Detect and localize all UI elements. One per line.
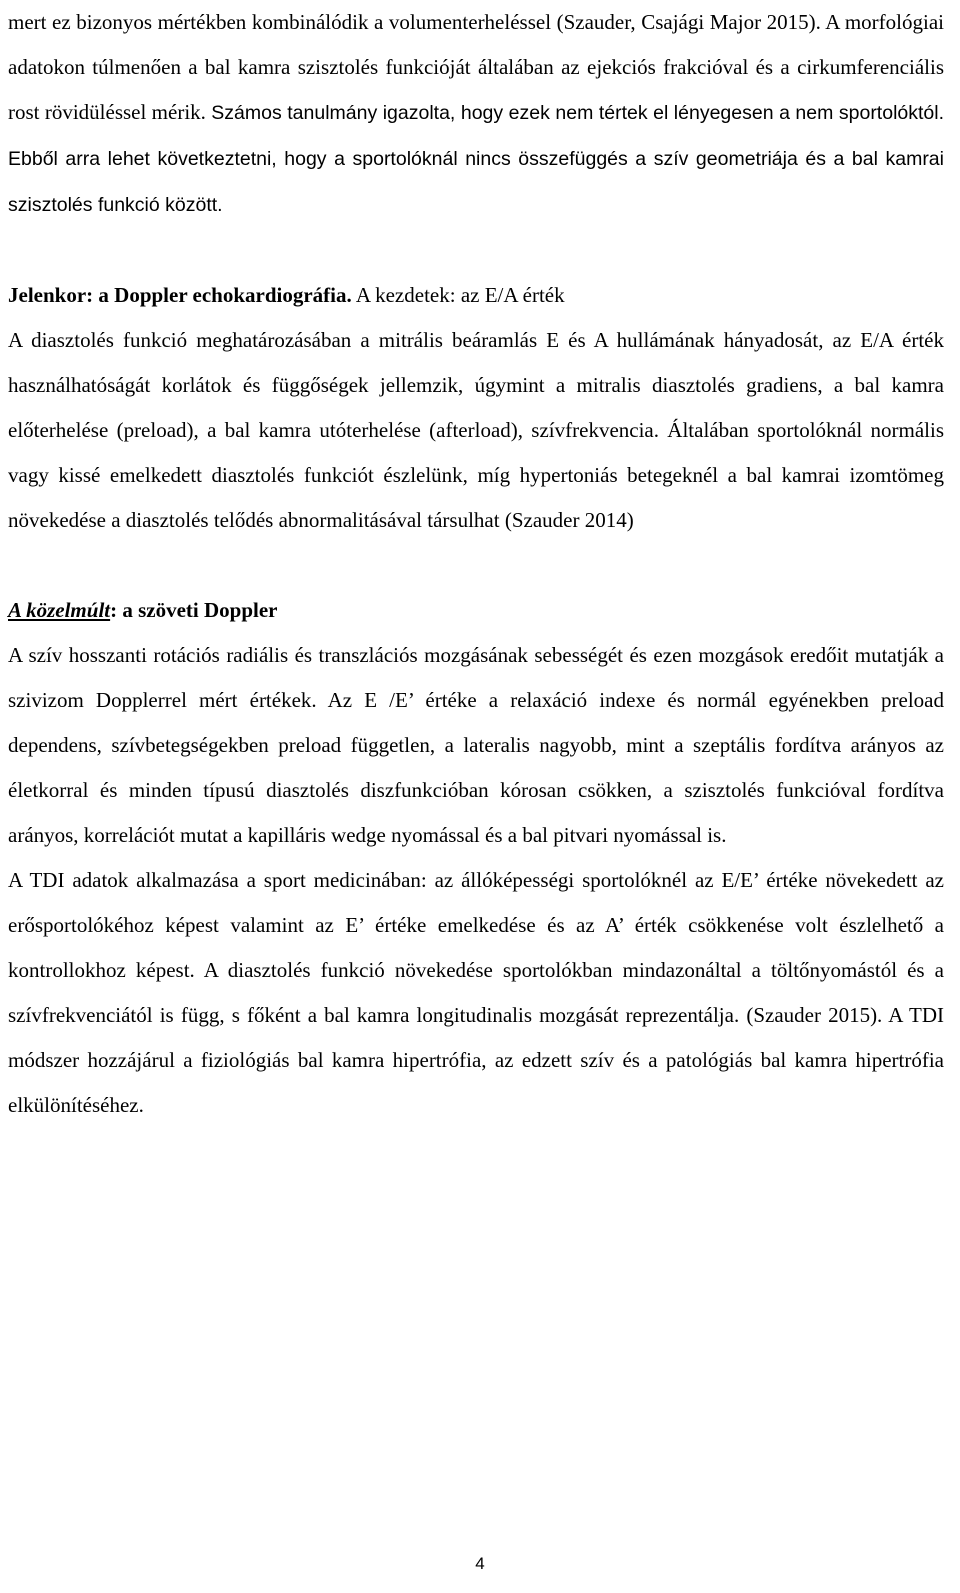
document-page [8, 0, 944, 1128]
section-doppler-subheading: A kezdetek: az E/A érték [355, 283, 565, 307]
section-doppler-body: A diasztolés funkció meghatározásában a mitrális beáramlás E és A hullámának hányadosát, az E/A érték használhatóságát korlátok és függőségek jellemzik, úgymint a mitralis diasztolés gradiens, a bal kamra előterhelése (preload), a bal kamra utóterhelése (afterload), szívfrekvencia. Általában sportolóknál normális vagy kissé emelkedett diasztolés funkciót észlelünk, míg hypertoniás betegeknél a bal kamrai izomtömeg növekedése a diasztolés telődés abnormalitásával társulhat (Szauder 2014) [8, 328, 944, 532]
section-doppler-heading-line [8, 273, 944, 318]
paragraph-morphology [8, 0, 944, 228]
section-doppler-heading: Jelenkor: a Doppler echokardiográfia. [8, 283, 352, 307]
section-tdi-heading-line [8, 588, 944, 633]
section-tdi-body-2: A TDI adatok alkalmazása a sport medicinában: az állóképességi sportolóknél az E/E’ értéke növekedett az erősportolókéhoz képest valamint az E’ értéke emelkedése és az A’ érték csökkenése volt észlelhető a kontrollokhoz képest. A diasztolés funkció növekedése sportolókban mindazonáltal a töltőnyomástól és a szívfrekvenciától is függ, s főként a bal kamra longitudinalis mozgását reprezentálja. (Szauder 2015). A TDI módszer hozzájárul a fiziológiás bal kamra hipertrófia, az edzett szív és a patológiás bal kamra hipertrófia elkülönítéséhez. [8, 868, 944, 1117]
paragraph-morphology-serif-text: mert ez bizonyos mértékben kombinálódik a volumenterheléssel (Szauder, Csajági Major 2015). A morfológiai adatokon túlmenően a bal kamra szisztolés funkcióját általában az ejekciós frakcióval és a cirkumferenciális rost rövidüléssel mérik. [8, 10, 944, 124]
section-tdi-body-1: A szív hosszanti rotációs radiális és transzlációs mozgásának sebességét és ezen mozgások eredőit mutatják a szivizom Dopplerrel mért értékek. Az E /E’ értéke a relaxáció indexe és normál egyénekben preload dependens, szívbetegségekben preload független, a lateralis nagyobb, mint a szeptális fordítva arányos az életkorral és minden típusú diasztolés diszfunkcióban kórosan csökken, a szisztolés funkcióval fordítva arányos, korrelációt mutat a kapilláris wedge nyomással és a bal pitvari nyomással is. [8, 643, 944, 847]
paragraph-spacer [8, 543, 944, 588]
paragraph-morphology-sans-text: Számos tanulmány igazolta, hogy ezek nem tértek el lényegesen a nem sportolóktól. Ebből arra lehet következtetni, hogy a sportolóknál nincs összefüggés a szív geometriája és a bal kamrai szisztolés funkció között. [8, 102, 945, 216]
page-number: 4 [475, 1554, 485, 1573]
section-tdi-heading-italic: A közelmúlt [8, 598, 111, 622]
section-tdi-heading-rest: : a szöveti Doppler [110, 598, 278, 622]
paragraph-spacer [8, 228, 944, 273]
